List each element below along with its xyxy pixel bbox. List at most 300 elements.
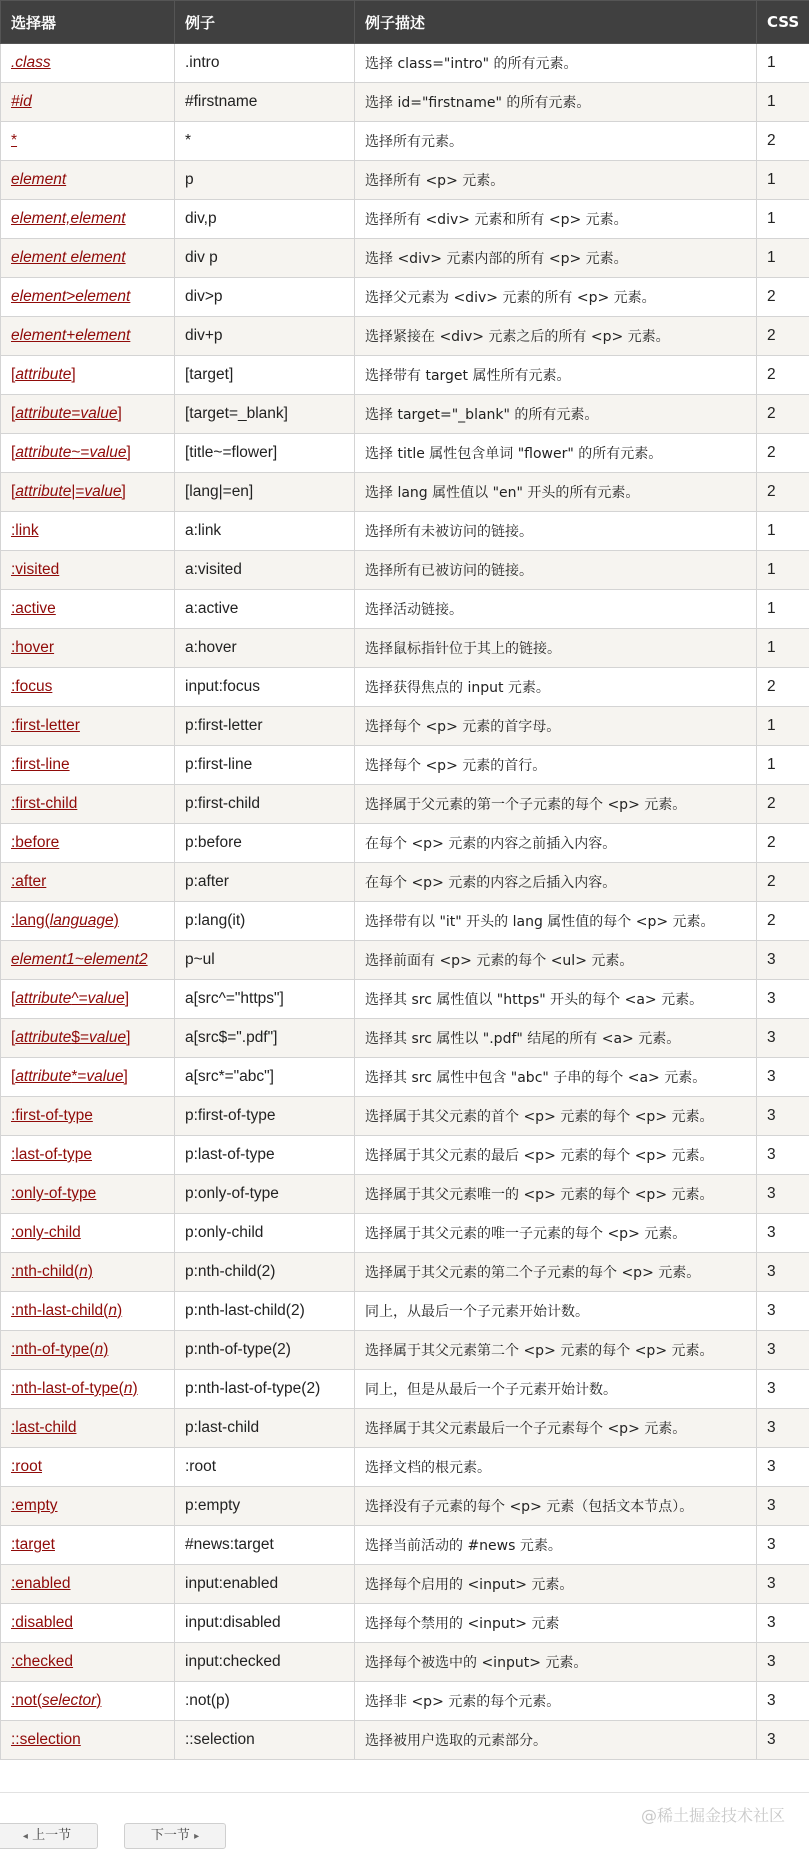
selector-cell [1, 980, 175, 1019]
selector-part: element>element [11, 288, 130, 305]
selector-part: n [124, 1380, 133, 1397]
selector-part: :first-letter [11, 717, 80, 734]
css-version-cell: 2 [757, 395, 809, 434]
table-row [1, 1175, 809, 1214]
example-cell: div>p [175, 278, 355, 317]
selector-link[interactable] [11, 1068, 128, 1085]
example-cell: a[src^="https"] [175, 980, 355, 1019]
selector-link[interactable] [11, 717, 80, 734]
css-version-cell: 1 [757, 200, 809, 239]
css-version-cell: 2 [757, 824, 809, 863]
selector-link[interactable] [11, 756, 70, 773]
selector-part: value [89, 1029, 126, 1046]
table-row [1, 1136, 809, 1175]
css-version-cell: 3 [757, 1058, 809, 1097]
selector-part: value [80, 405, 117, 422]
selector-part: .class [11, 54, 51, 71]
example-cell: a[src$=".pdf"] [175, 1019, 355, 1058]
selector-link[interactable] [11, 1653, 73, 1670]
example-cell: input:enabled [175, 1565, 355, 1604]
selector-part: ^= [71, 990, 87, 1007]
description-cell: 在每个 <p> 元素的内容之后插入内容。 [355, 863, 757, 902]
table-row [1, 239, 809, 278]
selector-part: :only-child [11, 1224, 81, 1241]
selector-part: :after [11, 873, 46, 890]
selector-part: :lang( [11, 912, 50, 929]
table-row [1, 356, 809, 395]
selector-link[interactable] [11, 600, 56, 617]
selector-link[interactable] [11, 1497, 58, 1514]
selector-part: ) [117, 1302, 122, 1319]
table-row [1, 1643, 809, 1682]
description-cell: 选择获得焦点的 input 元素。 [355, 668, 757, 707]
table-row [1, 83, 809, 122]
table-row [1, 980, 809, 1019]
table-body [1, 44, 809, 1760]
example-cell: p:only-child [175, 1214, 355, 1253]
description-cell: 选择 id="firstname" 的所有元素。 [355, 83, 757, 122]
selector-cell [1, 317, 175, 356]
table-row [1, 395, 809, 434]
selector-part: :focus [11, 678, 52, 695]
table-row [1, 1526, 809, 1565]
description-cell: 在每个 <p> 元素的内容之前插入内容。 [355, 824, 757, 863]
example-cell: #firstname [175, 83, 355, 122]
selector-part: ] [121, 483, 125, 500]
table-row [1, 434, 809, 473]
selector-part: :first-of-type [11, 1107, 93, 1124]
selector-part: :first-child [11, 795, 77, 812]
description-cell: 选择带有以 "it" 开头的 lang 属性值的每个 <p> 元素。 [355, 902, 757, 941]
description-cell: 选择属于其父元素的首个 <p> 元素的每个 <p> 元素。 [355, 1097, 757, 1136]
selector-link[interactable] [11, 561, 59, 578]
description-cell: 选择其 src 属性以 ".pdf" 结尾的所有 <a> 元素。 [355, 1019, 757, 1058]
description-cell: 选择每个启用的 <input> 元素。 [355, 1565, 757, 1604]
selector-cell [1, 1487, 175, 1526]
selector-part: :last-of-type [11, 1146, 92, 1163]
example-cell: [lang|=en] [175, 473, 355, 512]
selector-part: ) [132, 1380, 137, 1397]
css-version-cell: 3 [757, 941, 809, 980]
selector-link[interactable] [11, 444, 131, 461]
table-row [1, 824, 809, 863]
selector-part: #id [11, 93, 32, 110]
selector-cell [1, 356, 175, 395]
selector-part: ) [114, 912, 119, 929]
selector-link[interactable] [11, 1731, 81, 1748]
selector-cell [1, 785, 175, 824]
selector-cell [1, 824, 175, 863]
example-cell: p:first-of-type [175, 1097, 355, 1136]
header-row [1, 1, 809, 44]
css-version-cell: 1 [757, 239, 809, 278]
selector-part: :nth-child( [11, 1263, 79, 1280]
css-version-cell: 3 [757, 1448, 809, 1487]
selector-part: value [86, 1068, 123, 1085]
example-cell: div,p [175, 200, 355, 239]
example-cell: :root [175, 1448, 355, 1487]
css-version-cell: 1 [757, 629, 809, 668]
description-cell: 选择 lang 属性值以 "en" 开头的所有元素。 [355, 473, 757, 512]
selector-cell [1, 44, 175, 83]
table-row [1, 1331, 809, 1370]
description-cell: 选择所有元素。 [355, 122, 757, 161]
css-version-cell: 3 [757, 1370, 809, 1409]
selector-part: $= [71, 1029, 89, 1046]
table-row [1, 1409, 809, 1448]
example-cell: p~ul [175, 941, 355, 980]
selector-part: :enabled [11, 1575, 70, 1592]
table-row [1, 863, 809, 902]
header-css-version: CSS [757, 1, 809, 44]
table-row [1, 1721, 809, 1760]
css-version-cell: 3 [757, 1019, 809, 1058]
css-version-cell: 3 [757, 1292, 809, 1331]
selector-cell [1, 83, 175, 122]
selector-part: attribute [15, 1068, 71, 1085]
table-row [1, 161, 809, 200]
example-cell: a:visited [175, 551, 355, 590]
description-cell: 选择带有 target 属性所有元素。 [355, 356, 757, 395]
table-row [1, 512, 809, 551]
prev-section-button[interactable] [0, 1823, 98, 1849]
selector-link[interactable] [11, 54, 51, 71]
table-row [1, 278, 809, 317]
table-row [1, 668, 809, 707]
selector-link[interactable] [11, 1107, 93, 1124]
example-cell: [title~=flower] [175, 434, 355, 473]
description-cell: 选择每个禁用的 <input> 元素 [355, 1604, 757, 1643]
selector-link[interactable] [11, 834, 59, 851]
selector-part: language [50, 912, 114, 929]
selector-link[interactable] [11, 132, 17, 149]
selector-link[interactable] [11, 366, 76, 383]
css-version-cell: 3 [757, 1487, 809, 1526]
css-version-cell: 2 [757, 863, 809, 902]
selector-part: value [88, 990, 125, 1007]
example-cell: p:nth-child(2) [175, 1253, 355, 1292]
selector-cell [1, 161, 175, 200]
selector-part: selector [42, 1692, 96, 1709]
selector-cell [1, 239, 175, 278]
selector-cell [1, 434, 175, 473]
css-version-cell: 1 [757, 512, 809, 551]
selector-part: [ [11, 1029, 15, 1046]
selector-part: :nth-last-child( [11, 1302, 108, 1319]
example-cell: [target] [175, 356, 355, 395]
css-version-cell: 2 [757, 122, 809, 161]
description-cell: 选择每个被选中的 <input> 元素。 [355, 1643, 757, 1682]
selector-part: attribute [15, 444, 71, 461]
description-cell: 同上，但是从最后一个子元素开始计数。 [355, 1370, 757, 1409]
selector-link[interactable] [11, 171, 66, 188]
page-footer [0, 1792, 809, 1843]
table-row [1, 473, 809, 512]
css-version-cell: 2 [757, 278, 809, 317]
selector-part: [ [11, 366, 15, 383]
example-cell: p:nth-of-type(2) [175, 1331, 355, 1370]
description-cell: 选择属于其父元素唯一的 <p> 元素的每个 <p> 元素。 [355, 1175, 757, 1214]
selector-link[interactable] [11, 1263, 93, 1280]
description-cell: 选择属于父元素的第一个子元素的每个 <p> 元素。 [355, 785, 757, 824]
next-section-button[interactable] [124, 1823, 226, 1849]
css-version-cell: 3 [757, 1175, 809, 1214]
selector-cell [1, 1175, 175, 1214]
header-selector: 选择器 [1, 1, 175, 44]
selector-cell [1, 1292, 175, 1331]
selector-link[interactable] [11, 1146, 92, 1163]
selector-cell [1, 1526, 175, 1565]
selector-cell [1, 629, 175, 668]
selector-part: :disabled [11, 1614, 73, 1631]
selector-part: n [108, 1302, 117, 1319]
table-row [1, 1214, 809, 1253]
selector-cell [1, 902, 175, 941]
selector-link[interactable] [11, 795, 77, 812]
css-version-cell: 2 [757, 317, 809, 356]
selector-link[interactable] [11, 522, 39, 539]
example-cell: p [175, 161, 355, 200]
header-description: 例子描述 [355, 1, 757, 44]
selector-cell [1, 200, 175, 239]
selector-part: :target [11, 1536, 55, 1553]
selector-part: ::selection [11, 1731, 81, 1748]
table-row [1, 122, 809, 161]
table-row [1, 1019, 809, 1058]
table-row [1, 1448, 809, 1487]
selector-part: attribute [15, 1029, 71, 1046]
selector-part: :active [11, 600, 56, 617]
description-cell: 选择活动链接。 [355, 590, 757, 629]
chevron-left-icon: ◂ [23, 1831, 28, 1842]
css-version-cell: 3 [757, 1097, 809, 1136]
selector-link[interactable] [11, 288, 130, 305]
selector-part: * [11, 132, 17, 149]
selector-cell [1, 1136, 175, 1175]
selector-part: ] [125, 990, 129, 1007]
selector-part: :before [11, 834, 59, 851]
css-version-cell: 1 [757, 590, 809, 629]
selector-link[interactable] [11, 1458, 42, 1475]
selector-link[interactable] [11, 249, 126, 266]
table-row [1, 1565, 809, 1604]
selector-link[interactable] [11, 678, 52, 695]
selector-part: ] [123, 1068, 127, 1085]
selector-part: :root [11, 1458, 42, 1475]
selector-cell [1, 395, 175, 434]
description-cell: 选择每个 <p> 元素的首行。 [355, 746, 757, 785]
selector-part: :nth-of-type( [11, 1341, 95, 1358]
description-cell: 选择前面有 <p> 元素的每个 <ul> 元素。 [355, 941, 757, 980]
selector-cell [1, 1019, 175, 1058]
selector-part: value [89, 444, 126, 461]
watermark: @稀土掘金技术社区 [641, 1803, 785, 1826]
selector-cell [1, 278, 175, 317]
description-cell: 选择 <div> 元素内部的所有 <p> 元素。 [355, 239, 757, 278]
table-row [1, 707, 809, 746]
selector-part: ~= [71, 444, 89, 461]
selector-link[interactable] [11, 1419, 76, 1436]
description-cell: 选择其 src 属性中包含 "abc" 子串的每个 <a> 元素。 [355, 1058, 757, 1097]
description-cell: 选择没有子元素的每个 <p> 元素（包括文本节点）。 [355, 1487, 757, 1526]
description-cell: 选择文档的根元素。 [355, 1448, 757, 1487]
example-cell: p:lang(it) [175, 902, 355, 941]
selector-part: ] [71, 366, 75, 383]
selector-cell [1, 473, 175, 512]
selector-cell [1, 941, 175, 980]
selector-link[interactable] [11, 1029, 130, 1046]
description-cell: 选择紧接在 <div> 元素之后的所有 <p> 元素。 [355, 317, 757, 356]
css-version-cell: 3 [757, 1214, 809, 1253]
css-version-cell: 1 [757, 707, 809, 746]
selector-link[interactable] [11, 1692, 101, 1709]
description-cell: 选择非 <p> 元素的每个元素。 [355, 1682, 757, 1721]
css-version-cell: 2 [757, 902, 809, 941]
example-cell: a:active [175, 590, 355, 629]
description-cell: 选择属于其父元素最后一个子元素每个 <p> 元素。 [355, 1409, 757, 1448]
description-cell: 选择 class="intro" 的所有元素。 [355, 44, 757, 83]
selector-link[interactable] [11, 483, 126, 500]
css-version-cell: 1 [757, 44, 809, 83]
example-cell: p:last-of-type [175, 1136, 355, 1175]
selector-cell [1, 1682, 175, 1721]
selector-part: [ [11, 483, 15, 500]
example-cell: #news:target [175, 1526, 355, 1565]
selector-part: n [95, 1341, 104, 1358]
example-cell: p:nth-last-of-type(2) [175, 1370, 355, 1409]
selector-part: attribute [15, 405, 71, 422]
selector-part: [ [11, 444, 15, 461]
example-cell: p:after [175, 863, 355, 902]
table-row [1, 1292, 809, 1331]
css-version-cell: 3 [757, 1409, 809, 1448]
selector-part: value [84, 483, 121, 500]
table-row [1, 902, 809, 941]
selector-part: attribute [15, 366, 71, 383]
selector-link[interactable] [11, 1614, 73, 1631]
selector-link[interactable] [11, 327, 130, 344]
description-cell: 选择每个 <p> 元素的首字母。 [355, 707, 757, 746]
description-cell: 选择所有已被访问的链接。 [355, 551, 757, 590]
css-version-cell: 3 [757, 1721, 809, 1760]
description-cell: 选择所有 <div> 元素和所有 <p> 元素。 [355, 200, 757, 239]
selector-cell [1, 863, 175, 902]
chevron-right-icon: ▸ [194, 1831, 199, 1842]
description-cell: 选择 target="_blank" 的所有元素。 [355, 395, 757, 434]
selector-link[interactable] [11, 912, 119, 929]
description-cell: 选择当前活动的 #news 元素。 [355, 1526, 757, 1565]
selector-link[interactable] [11, 639, 54, 656]
selector-cell [1, 1253, 175, 1292]
selector-cell [1, 1565, 175, 1604]
example-cell: p:only-of-type [175, 1175, 355, 1214]
css-version-cell: 1 [757, 83, 809, 122]
selector-part: = [71, 405, 80, 422]
css-version-cell: 1 [757, 161, 809, 200]
css-version-cell: 3 [757, 1643, 809, 1682]
selector-link[interactable] [11, 210, 126, 227]
css-version-cell: 3 [757, 1604, 809, 1643]
selector-part: ) [96, 1692, 101, 1709]
selector-part: :first-line [11, 756, 70, 773]
selector-cell [1, 590, 175, 629]
table-row [1, 785, 809, 824]
selector-part: *= [71, 1068, 86, 1085]
selector-part: attribute [15, 483, 71, 500]
table-row [1, 1058, 809, 1097]
example-cell: :not(p) [175, 1682, 355, 1721]
selector-part: :only-of-type [11, 1185, 96, 1202]
css-version-cell: 3 [757, 1136, 809, 1175]
example-cell: p:first-child [175, 785, 355, 824]
selector-cell [1, 1643, 175, 1682]
selector-part: ) [88, 1263, 93, 1280]
css-version-cell: 2 [757, 668, 809, 707]
css-version-cell: 3 [757, 1682, 809, 1721]
selector-link[interactable] [11, 1224, 81, 1241]
example-cell: input:focus [175, 668, 355, 707]
selector-part: :not( [11, 1692, 42, 1709]
selector-part: :empty [11, 1497, 58, 1514]
selector-cell [1, 707, 175, 746]
example-cell: p:first-letter [175, 707, 355, 746]
selector-part: ] [127, 444, 131, 461]
css-version-cell: 2 [757, 473, 809, 512]
selector-link[interactable] [11, 1302, 122, 1319]
description-cell: 选择被用户选取的元素部分。 [355, 1721, 757, 1760]
selector-link[interactable] [11, 1341, 108, 1358]
selector-cell [1, 1370, 175, 1409]
example-cell: a:hover [175, 629, 355, 668]
table-row [1, 1253, 809, 1292]
selector-cell [1, 1097, 175, 1136]
table-row [1, 629, 809, 668]
selector-part: n [79, 1263, 88, 1280]
example-cell: div p [175, 239, 355, 278]
header-example: 例子 [175, 1, 355, 44]
css-version-cell: 1 [757, 551, 809, 590]
table-row [1, 1604, 809, 1643]
selector-link[interactable] [11, 405, 122, 422]
css-version-cell: 3 [757, 1565, 809, 1604]
description-cell: 选择属于其父元素的第二个子元素的每个 <p> 元素。 [355, 1253, 757, 1292]
selector-link[interactable] [11, 1575, 70, 1592]
selector-link[interactable] [11, 1185, 96, 1202]
selector-link[interactable] [11, 93, 32, 110]
next-section-label: 下一节 [151, 1828, 190, 1843]
selector-link[interactable] [11, 873, 46, 890]
prev-section-label: 上一节 [32, 1828, 71, 1843]
selector-cell [1, 1409, 175, 1448]
example-cell: ::selection [175, 1721, 355, 1760]
table-row [1, 746, 809, 785]
selector-cell [1, 122, 175, 161]
selector-link[interactable] [11, 1536, 55, 1553]
description-cell: 选择父元素为 <div> 元素的所有 <p> 元素。 [355, 278, 757, 317]
example-cell: a:link [175, 512, 355, 551]
selector-cell [1, 1448, 175, 1487]
selector-cell [1, 1721, 175, 1760]
selector-link[interactable] [11, 951, 148, 968]
selector-part: :nth-last-of-type( [11, 1380, 124, 1397]
selector-link[interactable] [11, 990, 129, 1007]
description-cell: 选择所有 <p> 元素。 [355, 161, 757, 200]
selector-cell [1, 1058, 175, 1097]
selector-link[interactable] [11, 1380, 138, 1397]
selector-part: [ [11, 1068, 15, 1085]
selector-part: :link [11, 522, 39, 539]
description-cell: 选择所有未被访问的链接。 [355, 512, 757, 551]
